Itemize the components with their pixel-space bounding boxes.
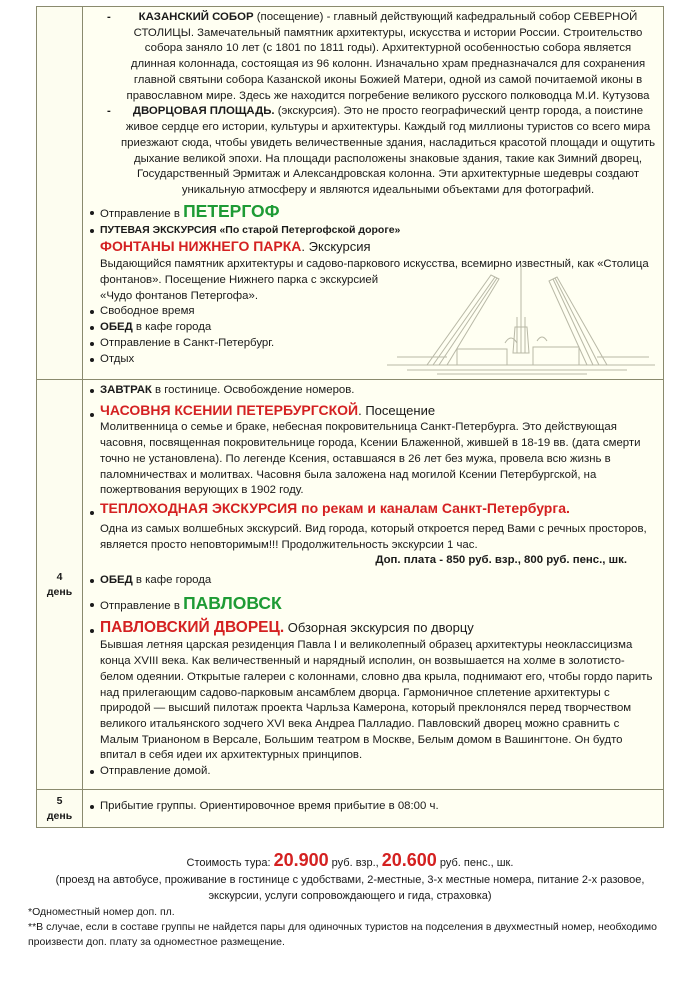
palace-square-item (103, 104, 655, 198)
dash-marker: - (107, 11, 111, 23)
lunch-item (89, 573, 655, 589)
depart-label: Отправление в (100, 599, 184, 612)
adult-price: 20.900 (273, 850, 329, 870)
boat-heading (89, 499, 655, 519)
arrival-item: Прибытие группы. Ориентировочное время прибытие в 08:00 ч. (89, 799, 655, 815)
lunch-rest: в кафе города (132, 574, 212, 587)
day-number: 4 (56, 571, 63, 584)
day-5-row (37, 789, 663, 827)
boat-extra-pay: Доп. плата - 850 руб. взр., 800 руб. пенс., шк. (375, 554, 627, 567)
palace-heading (89, 617, 655, 638)
chapel-heading (89, 401, 655, 421)
lunch-item (89, 320, 655, 336)
depart-label: Отправление в (100, 207, 184, 220)
price-label: Стоимость тура: (186, 857, 274, 869)
palace-square-desc: (экскурсия). Это не просто географический центр города, а поистине живое сердце его истории, культуры и архитектуры. Каждый год миллионы туристов со всего мира приезжают сюда, чтобы увидеть величественные здания, насладиться красотой площади и ощутить дыхание великой эпохи. На площади расположены знаковые здания, такие как Зимний дворец, Государственный Эрмитаж и Александровская колонна. Эти архитектурные шедевры создают уникальную атмосферу и являются идеальными объектами для фотографий. (121, 105, 656, 197)
lunch-bold: ОБЕД (100, 574, 133, 587)
pensioner-price: 20.600 (381, 850, 437, 870)
breakfast-rest: в гостинице. Освобождение номеров. (151, 384, 355, 396)
fountains-desc: Выдающийся памятник архитектуры и садово-паркового искусства, всемирно известный, как «Столица фонтанов». Посещение Нижнего парка с экскурсией (100, 258, 649, 286)
pavlovsk-title: ПАВЛОВСК (183, 592, 282, 613)
kazan-desc: (посещение) - главный действующий кафедральный собор СЕВЕРНОЙ СТОЛИЦЫ. Замечательный памятник архитектуры, искусства и истории России. Строительство собора заняло 10 лет (с 1801 по 1811 годы). Архитектурной особенностью собора является длинная колоннада, состоящая из 96 колонн. Изначально храм предназначался для сохранения главной святыни собора Казанской иконы Божией Матери, одной из самой почитаемой иконы в православном мире. Здесь же находится погребение великого русского полководца М.И. Кутузова (126, 11, 650, 102)
footnote-1: *Одноместный номер доп. пл. (28, 906, 175, 918)
tour-title: ПУТЕВАЯ ЭКСКУРСИЯ «По старой Петергофской дороге» (100, 223, 401, 236)
price-line (0, 848, 700, 873)
fountains-heading (89, 237, 655, 257)
depart-home-item: Отправление домой. (89, 764, 655, 780)
kazan-cathedral-item (103, 10, 655, 104)
rest-item: Отдых (89, 352, 655, 368)
lunch-bold: ОБЕД (100, 321, 133, 334)
depart-spb-item: Отправление в Санкт-Петербург. (89, 336, 655, 352)
kazan-title: КАЗАНСКИЙ СОБОР (138, 11, 254, 23)
palace-suffix: Обзорная экскурсия по дворцу (284, 619, 474, 635)
day-5-content (83, 790, 663, 827)
lunch-rest: в кафе города (132, 321, 212, 334)
day-4-content (83, 380, 663, 789)
fountains-desc-2: «Чудо фонтанов Петергофа». (100, 289, 258, 302)
depart-pavlovsk (89, 591, 655, 615)
program-table (36, 6, 664, 828)
free-time-item: Свободное время (89, 304, 655, 320)
chapel-suffix: . Посещение (358, 402, 436, 418)
breakfast-item (89, 383, 655, 399)
day-number: 5 (56, 795, 63, 808)
depart-peterhof (89, 199, 655, 223)
palace-title: ПАВЛОВСКИЙ ДВОРЕЦ. (100, 618, 285, 636)
footnote-2: **В случае, если в составе группы не найдется пары для одиночных туристов на подселения в двухместный номер, необходимо произвести доп. плату за одноместное размещение. (28, 921, 657, 949)
boat-desc: Одна из самых волшебных экскурсий. Вид города, который откроется перед Вами с речных просторов, является просто неповторимым!!! Продолжительность экскурсии 1 час. (100, 522, 647, 551)
day-5-cell (37, 790, 83, 827)
price-includes: (проезд на автобусе, проживание в гостинице с удобствами, 2-местные, 3-х местные номера, питание 2-х разовое, экскурсии, услуги сопровождающего и гида, страховка) (55, 874, 645, 902)
price-block (0, 848, 700, 904)
chapel-title: ЧАСОВНЯ КСЕНИИ ПЕТЕРБУРГСКОЙ (100, 401, 359, 418)
palace-desc: Бывшая летняя царская резиденция Павла I и великолепный образец архитектуры неоклассицизма конца XVIII века. Как величественный и нарядный исполин, он возвышается на холме в золотисто-белом одеянии. Открытые галереи с колоннами, словно два крыла, поднимают его, чтобы гордо парить над прилегающим садово-парковым ансамблем дворца. Гармоничное сплетение архитектуры с природой — высший пилотаж проекта Чарльза Камерона, который преклонялся перед творчеством великого итальянского зодчего XVI века Андреа Палладио. Павловский дворец можно сравнить с Малым Трианоном в Версале, Большим театром в Москве, Белым домом в Вашингтоне. Он будто впитал в себя идеи их архитектурных принципов. (100, 639, 653, 762)
breakfast-bold: ЗАВТРАК (100, 384, 152, 396)
boat-title: ТЕПЛОХОДНАЯ ЭКСКУРСИЯ по рекам и каналам Санкт-Петербурга. (100, 500, 570, 517)
day-word: день (46, 585, 73, 598)
tour-item (89, 223, 655, 237)
peterhof-title: ПЕТЕРГОФ (183, 200, 280, 221)
day-4-row (37, 379, 663, 789)
fountains-suffix: . Экскурсия (301, 239, 371, 255)
chapel-desc: Молитвенница о семье и браке, небесная покровительница Санкт-Петербурга. Это действующая часовня, посвященная покровительнице города, Ксении Блаженной, жившей в 18-19 вв. (дата смерти точно не установлена). По легенде Ксения, оставшаяся в 26 лет без мужа, провела всю жизнь в паломничествах и молитвах. Часовня была заложена над могилой Ксении Петербургской, на пожертвования верующих в 1902 году. (100, 421, 641, 497)
day-3-row (37, 7, 663, 379)
day-word: день (46, 809, 73, 822)
pensioner-suffix: руб. пенс., шк. (436, 857, 514, 869)
fountains-title: ФОНТАНЫ НИЖНЕГО ПАРКА (100, 238, 302, 255)
adult-suffix: руб. взр., (328, 857, 382, 869)
day-cell-empty (37, 7, 83, 379)
day-3-content (83, 7, 663, 379)
footnotes (28, 905, 668, 951)
palace-square-title: ДВОРЦОВАЯ ПЛОЩАДЬ. (132, 105, 275, 118)
day-4-cell (37, 380, 83, 789)
dash-marker: - (107, 105, 111, 118)
